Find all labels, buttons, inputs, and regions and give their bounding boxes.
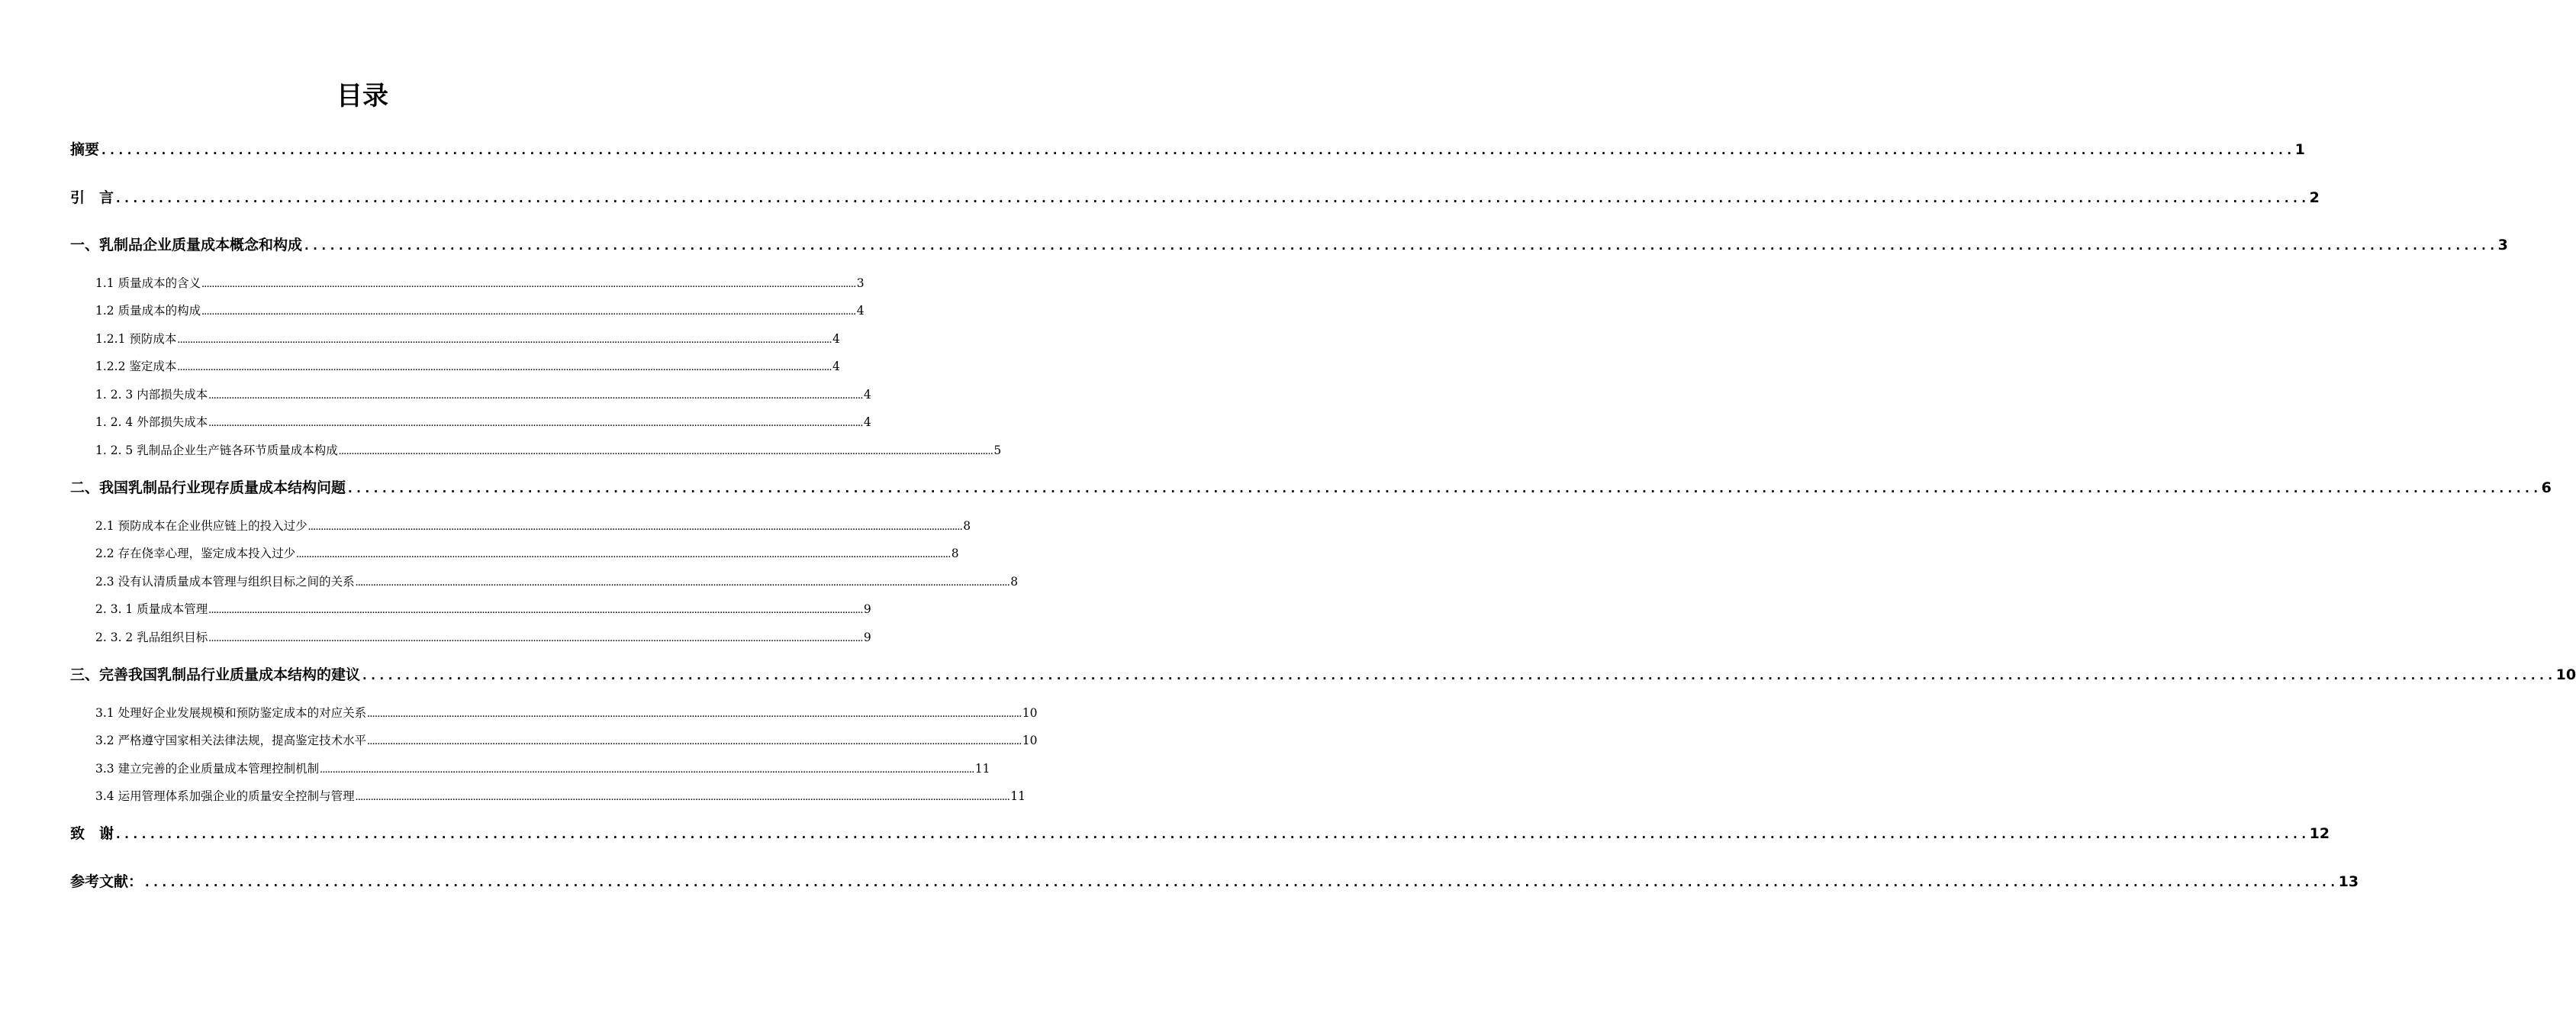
toc-entry-page: 13 [2338, 873, 2359, 890]
dot-leader: ................................................................................................................................................................................................................................................................ [208, 632, 863, 644]
dot-leader: ................................................................................................................................................................................................................................................................ [143, 875, 2338, 889]
dot-leader: ................................................................................................................................................................................................................................................................ [367, 708, 1022, 720]
toc-entry-page: 9 [863, 631, 871, 644]
toc-entry-label: 3.4 运用管理体系加强企业的质量安全控制与管理 [95, 789, 355, 803]
dot-leader: ................................................................................................................................................................................................................................................................ [303, 238, 2497, 253]
toc-entry-label: 三、完善我国乳制品行业质量成本结构的建议 [70, 666, 361, 683]
toc-entry-page: 9 [863, 602, 871, 616]
toc-entry-1-2-4[interactable] [95, 413, 871, 431]
toc-entry-page: 4 [856, 304, 865, 318]
dot-leader: ................................................................................................................................................................................................................................................................ [114, 827, 2309, 841]
toc-entry-page: 4 [832, 332, 840, 346]
toc-entry-page: 10 [2555, 666, 2576, 683]
toc-entry-label: 2. 3. 1 质量成本管理 [95, 602, 208, 616]
toc-entry-label: 2. 3. 2 乳品组织目标 [95, 631, 208, 644]
toc-entry-page: 10 [1022, 734, 1038, 747]
dot-leader: ................................................................................................................................................................................................................................................................ [201, 278, 856, 290]
toc-entry-chapter-3[interactable] [70, 663, 2576, 687]
dot-leader: ................................................................................................................................................................................................................................................................ [208, 389, 863, 402]
toc-entry-label: 1. 2. 4 外部损失成本 [95, 415, 208, 429]
toc-entry-page: 12 [2309, 825, 2330, 842]
toc-entry-page: 4 [863, 388, 871, 402]
dot-leader: ................................................................................................................................................................................................................................................................ [338, 445, 993, 457]
dot-leader: ................................................................................................................................................................................................................................................................ [177, 361, 832, 373]
dot-leader: ................................................................................................................................................................................................................................................................ [100, 143, 2294, 157]
toc-entry-page: 2 [2309, 189, 2320, 206]
toc-entry-1-2-1[interactable] [95, 330, 840, 348]
dot-leader: ................................................................................................................................................................................................................................................................ [114, 191, 2309, 205]
dot-leader: ................................................................................................................................................................................................................................................................ [208, 604, 863, 616]
toc-entry-label: 2.2 存在侥幸心理，鉴定成本投入过少 [95, 547, 296, 560]
toc-entry-label: 一、乳制品企业质量成本概念和构成 [70, 237, 303, 253]
toc-entry-3-3[interactable] [95, 760, 990, 778]
toc-entry-label: 致 谢 [70, 825, 114, 842]
toc-entry-references[interactable] [70, 870, 2359, 894]
toc-entry-2-3-1[interactable] [95, 600, 871, 618]
toc-entry-acknowledgements[interactable] [70, 821, 2330, 846]
toc-entry-label: 3.2 严格遵守国家相关法律法规，提高鉴定技术水平 [95, 734, 367, 747]
toc-entry-label: 引 言 [70, 189, 114, 206]
toc-entry-chapter-2[interactable] [70, 476, 2552, 500]
toc-entry-label: 2.1 预防成本在企业供应链上的投入过少 [95, 519, 308, 533]
toc-entry-page: 3 [856, 276, 865, 290]
toc-entry-page: 5 [993, 444, 1002, 457]
dot-leader: ................................................................................................................................................................................................................................................................ [355, 576, 1010, 589]
toc-entry-3-4[interactable] [95, 787, 1026, 805]
dot-leader: ................................................................................................................................................................................................................................................................ [320, 763, 974, 776]
dot-leader: ................................................................................................................................................................................................................................................................ [367, 735, 1022, 747]
toc-entry-label: 3.3 建立完善的企业质量成本管理控制机制 [95, 762, 320, 776]
toc-entry-page: 11 [1010, 789, 1026, 803]
toc-entry-2-2[interactable] [95, 544, 959, 563]
toc-entry-page: 10 [1022, 706, 1038, 720]
toc-entry-3-1[interactable] [95, 704, 1038, 722]
toc-entry-abstract[interactable] [70, 137, 2305, 162]
toc-entry-label: 参考文献： [70, 873, 143, 890]
toc-entry-introduction[interactable] [70, 186, 2320, 210]
toc-entry-label: 1.2.2 鉴定成本 [95, 360, 177, 373]
dot-leader: ................................................................................................................................................................................................................................................................ [177, 334, 832, 346]
toc-title: 目录 [336, 81, 388, 111]
toc-entry-1-1[interactable] [95, 274, 865, 292]
toc-entry-3-2[interactable] [95, 731, 1038, 750]
toc-entry-label: 1. 2. 3 内部损失成本 [95, 388, 208, 402]
toc-entry-2-1[interactable] [95, 517, 971, 535]
toc-entry-page: 3 [2497, 237, 2508, 253]
toc-entry-page: 11 [974, 762, 990, 776]
toc-entry-label: 1.1 质量成本的含义 [95, 276, 201, 290]
dot-leader: ................................................................................................................................................................................................................................................................ [296, 548, 951, 560]
dot-leader: ................................................................................................................................................................................................................................................................ [355, 791, 1010, 803]
dot-leader: ................................................................................................................................................................................................................................................................ [308, 521, 963, 533]
toc-entry-page: 1 [2294, 141, 2305, 158]
toc-entry-label: 3.1 处理好企业发展规模和预防鉴定成本的对应关系 [95, 706, 367, 720]
toc-entry-page: 4 [863, 415, 871, 429]
toc-entry-1-2[interactable] [95, 302, 865, 320]
toc-entry-page: 8 [1010, 575, 1019, 589]
toc-entry-2-3[interactable] [95, 573, 1019, 591]
toc-entry-label: 1.2.1 预防成本 [95, 332, 177, 346]
toc-entry-1-2-3[interactable] [95, 386, 871, 404]
dot-leader: ................................................................................................................................................................................................................................................................ [346, 481, 2541, 495]
toc-entry-2-3-2[interactable] [95, 628, 871, 647]
toc-entry-page: 8 [951, 547, 959, 560]
toc-entry-label: 1.2 质量成本的构成 [95, 304, 201, 318]
toc-entry-label: 摘要 [70, 141, 100, 158]
toc-entry-chapter-1[interactable] [70, 233, 2508, 257]
toc-entry-page: 4 [832, 360, 840, 373]
toc-entry-label: 二、我国乳制品行业现存质量成本结构问题 [70, 479, 346, 496]
toc-entry-label: 2.3 没有认清质量成本管理与组织目标之间的关系 [95, 575, 355, 589]
toc-entry-page: 6 [2541, 479, 2552, 496]
dot-leader: ................................................................................................................................................................................................................................................................ [361, 668, 2555, 682]
toc-entry-1-2-5[interactable] [95, 441, 1002, 460]
toc-entry-label: 1. 2. 5 乳制品企业生产链各环节质量成本构成 [95, 444, 338, 457]
dot-leader: ................................................................................................................................................................................................................................................................ [201, 305, 856, 318]
dot-leader: ................................................................................................................................................................................................................................................................ [208, 417, 863, 429]
toc-entry-page: 8 [963, 519, 971, 533]
toc-entry-1-2-2[interactable] [95, 357, 840, 376]
